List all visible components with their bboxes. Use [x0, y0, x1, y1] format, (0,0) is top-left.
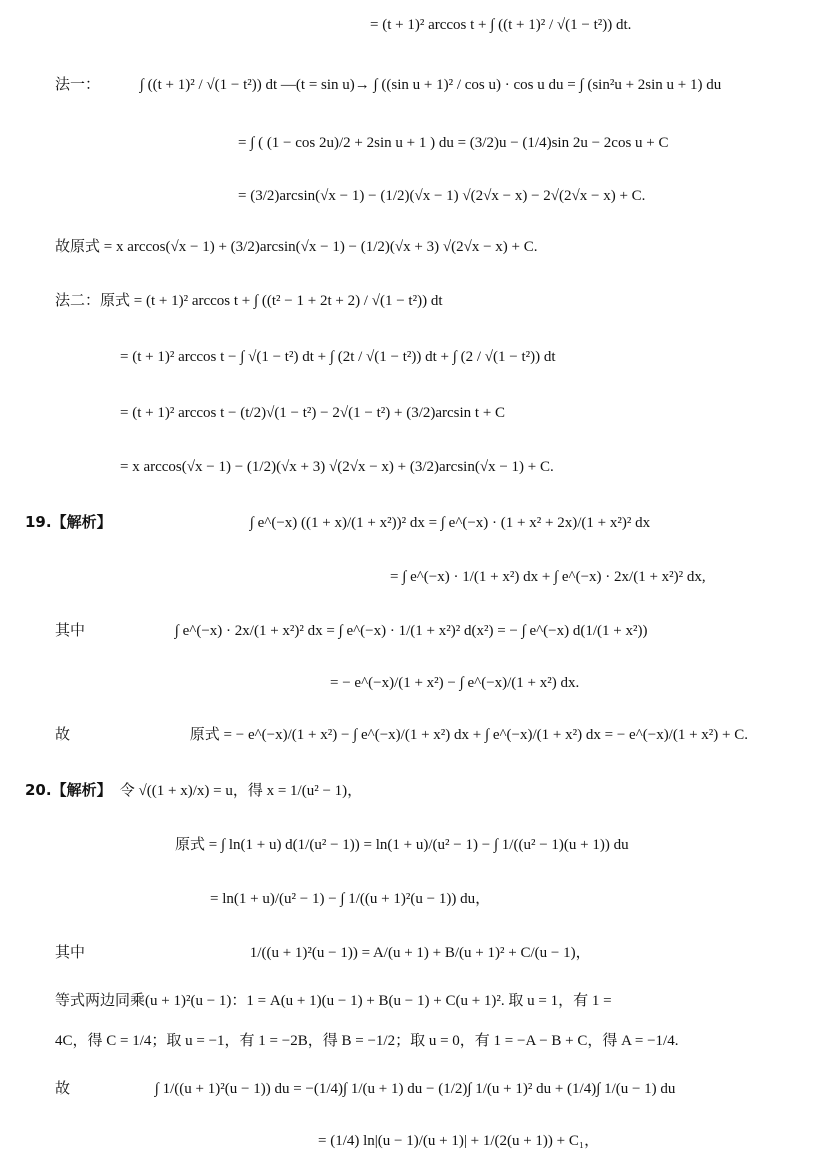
- math-expression: = ln(1 + u)/(u² − 1) − ∫ 1/((u + 1)²(u − 1)) du，: [210, 891, 491, 907]
- math-line-21: [55, 1078, 675, 1099]
- math-line-3: [238, 132, 669, 153]
- math-expression: ∫ 1/((u + 1)²(u − 1)) du = −(1/4)∫ 1/(u + 1) du − (1/2)∫ 1/(u + 1)² du + (1/4)∫ 1/(u − 1) du: [154, 1081, 676, 1097]
- math-line-6: [55, 290, 443, 311]
- math-line-4: [238, 185, 645, 206]
- math-line-8: [120, 402, 505, 423]
- math-expression: = (1/4) ln|(u − 1)/(u + 1)| + 1/(2(u + 1)) + C₁，: [318, 1133, 600, 1149]
- math-line-19: [55, 990, 612, 1011]
- math-expression: = ∫ ( (1 − cos 2u)/2 + 2sin u + 1 ) du = (3/2)u − (1/4)sin 2u − 2cos u + C: [238, 135, 669, 151]
- math-expression: = x arccos(√x − 1) − (1/2)(√x + 3) √(2√x − x) + (3/2)arcsin(√x − 1) + C.: [120, 459, 554, 475]
- math-expression: = (t + 1)² arccos t − ∫ √(1 − t²) dt + ∫ (2t / √(1 − t²)) dt + ∫ (2 / √(1 − t²)) dt: [120, 349, 556, 365]
- section-label: 其中: [55, 943, 86, 961]
- problem-label: 19.【解析】: [25, 513, 112, 531]
- method-label: 法一：: [55, 75, 101, 93]
- math-line-5: [55, 236, 538, 257]
- math-line-22: [318, 1130, 599, 1151]
- math-expression: 法二：原式 = (t + 1)² arccos t + ∫ ((t² − 1 + 2t + 2) / √(1 − t²)) dt: [55, 293, 443, 309]
- math-expression: = (t + 1)² arccos t − (t/2)√(1 − t²) − 2√(1 − t²) + (3/2)arcsin t + C: [120, 405, 506, 421]
- math-line-11: [390, 566, 706, 587]
- math-line-2: [55, 74, 721, 95]
- math-expression: ∫ e^(−x) · 2x/(1 + x²)² dx = ∫ e^(−x) · 1/(1 + x²)² d(x²) = − ∫ e^(−x) d(1/(1 + x²)): [174, 623, 648, 639]
- math-expression: ∫ ((t + 1)² / √(1 − t²)) dt —(t = sin u)→ ∫ ((sin u + 1)² / cos u) · cos u du = ∫ (sin²u + 2sin u + 1) du: [139, 77, 722, 93]
- problem-label: 20.【解析】: [25, 781, 112, 799]
- math-line-12: [55, 620, 647, 641]
- section-label: 故: [55, 1079, 71, 1097]
- math-line-17: [210, 888, 490, 909]
- math-line-16: [175, 834, 629, 855]
- math-expression: 原式 = − e^(−x)/(1 + x²) − ∫ e^(−x)/(1 + x²) dx + ∫ e^(−x)/(1 + x²) dx = − e^(−x)/(1 + x²) + C.: [189, 727, 749, 743]
- math-expression: = (3/2)arcsin(√x − 1) − (1/2)(√x − 1) √(2√x − x) − 2√(2√x − x) + C.: [238, 188, 646, 204]
- math-expression: = (t + 1)² arccos t + ∫ ((t + 1)² / √(1 − t²)) dt.: [370, 17, 632, 33]
- math-expression: 故原式 = x arccos(√x − 1) + (3/2)arcsin(√x − 1) − (1/2)(√x + 3) √(2√x − x) + C.: [55, 239, 538, 255]
- math-expression: 等式两边同乘(u + 1)²(u − 1)：1 = A(u + 1)(u − 1) + B(u − 1) + C(u + 1)². 取 u = 1，有 1 =: [55, 993, 612, 1009]
- math-expression: 1/((u + 1)²(u − 1)) = A/(u + 1) + B/(u + 1)² + C/(u − 1)，: [249, 945, 591, 961]
- math-line-7: [120, 346, 556, 367]
- section-label: 故: [55, 725, 71, 743]
- math-line-13: [330, 672, 579, 693]
- math-expression: 令 √((1 + x)/x) = u，得 x = 1/(u² − 1)，: [119, 783, 363, 799]
- math-expression: 原式 = ∫ ln(1 + u) d(1/(u² − 1)) = ln(1 + u)/(u² − 1) − ∫ 1/((u² − 1)(u + 1)) du: [175, 837, 629, 853]
- math-expression: 4C，得 C = 1/4；取 u = −1，有 1 = −2B，得 B = −1/2；取 u = 0，有 1 = −A − B + C，得 A = −1/4.: [55, 1033, 679, 1049]
- math-line-20: [55, 1030, 678, 1051]
- math-expression: = ∫ e^(−x) · 1/(1 + x²) dx + ∫ e^(−x) · 2x/(1 + x²)² dx,: [390, 569, 706, 585]
- math-line-10: [25, 512, 650, 533]
- math-line-18: [55, 942, 591, 963]
- section-label: 其中: [55, 621, 86, 639]
- math-expression: = − e^(−x)/(1 + x²) − ∫ e^(−x)/(1 + x²) dx.: [330, 675, 580, 691]
- math-line-9: [120, 456, 554, 477]
- math-expression: ∫ e^(−x) ((1 + x)/(1 + x²))² dx = ∫ e^(−x) · (1 + x² + 2x)/(1 + x²)² dx: [249, 515, 651, 531]
- math-line-14: [55, 724, 748, 745]
- math-line-1: [370, 14, 631, 35]
- math-line-15: [25, 780, 362, 801]
